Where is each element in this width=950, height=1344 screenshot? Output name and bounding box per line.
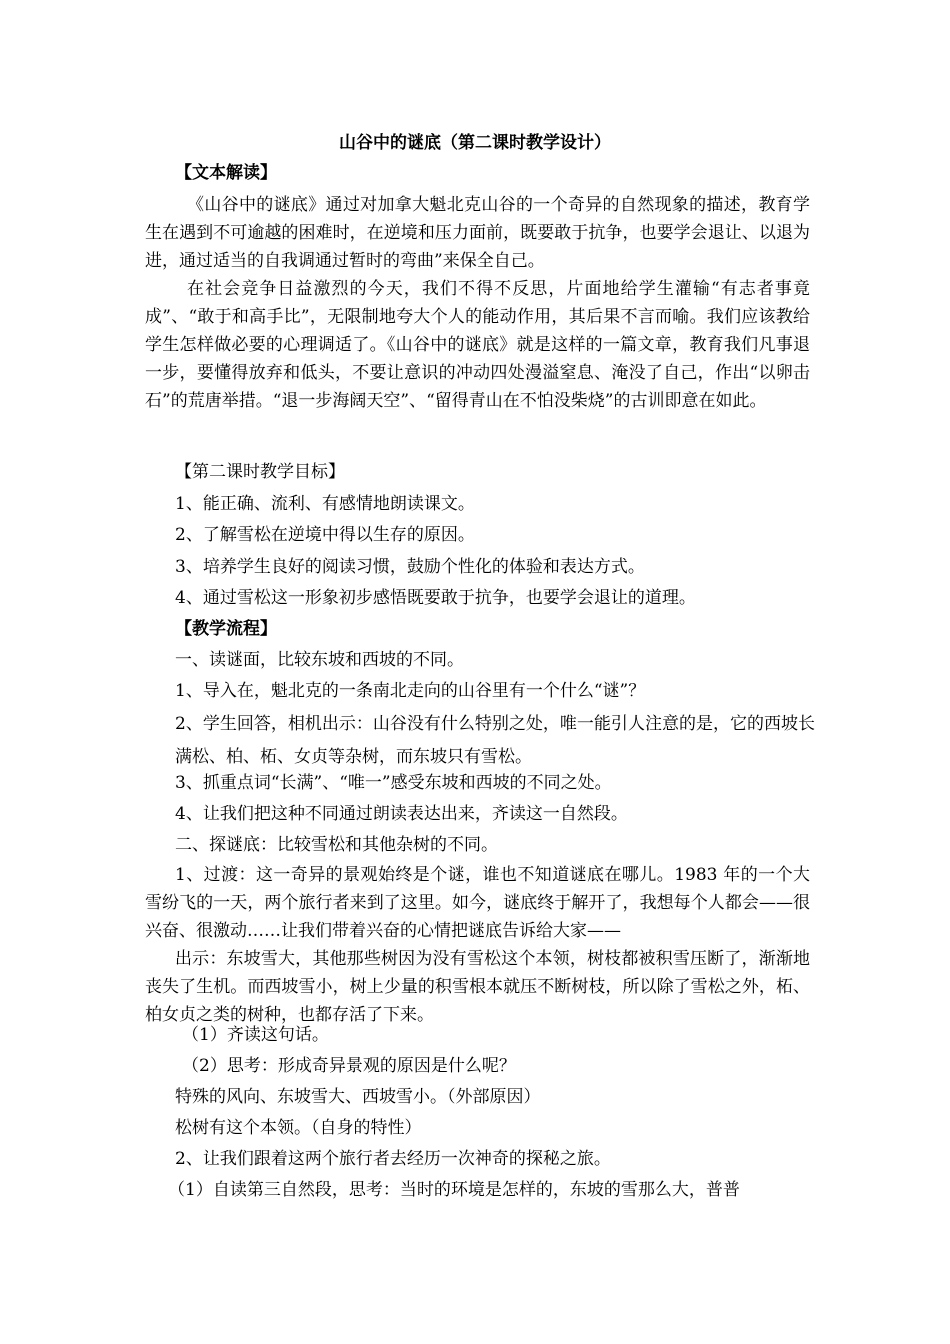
goal-item-1: 1、能正确、流利、有感情地朗读课文。	[175, 494, 475, 514]
document-title: 山谷中的谜底（第二课时教学设计）	[339, 133, 611, 153]
process-part-1: 一、读谜面，比较东坡和西坡的不同。	[175, 650, 464, 670]
heading-text-interpretation: 【文本解读】	[175, 163, 277, 183]
process-step-6: 2、让我们跟着这两个旅行者去经历一次神奇的探秘之旅。	[175, 1149, 611, 1169]
process-step-2: 2、学生回答，相机出示：山谷没有什么特别之处，唯一能引人注意的是，它的西坡长满松、柏、柘、女贞等杂树，而东坡只有雪松。	[175, 714, 815, 767]
paragraph-interpretation-1: 《山谷中的谜底》通过对加拿大魁北克山谷的一个奇异的自然现象的描述，教育学生在遇到不可逾越的困难时，在逆境和压力面前，既要敢于抗争，也要学会退让、以退为进，通过适当的自我调通过暂时的弯曲”来保全自己。	[145, 195, 810, 271]
heading-teaching-process: 【教学流程】	[175, 619, 277, 639]
heading-teaching-goals: 【第二课时教学目标】	[175, 462, 345, 482]
goal-item-2: 2、了解雪松在逆境中得以生存的原因。	[175, 525, 475, 545]
process-reason-1: 特殊的风向、东坡雪大、西坡雪小。（外部原因）	[175, 1087, 541, 1107]
paragraph-interpretation-2: 在社会竞争日益激烈的今天，我们不得不反思，片面地给学生灌输“有志者事竟成”、“敢于和高手比”，无限制地夸大个人的能动作用，其后果不言而喻。我们应该教给学生怎样做必要的心理调适了。《山谷中的谜底》就是这样的一篇文章，教育我们凡事退一步，要懂得放弃和低头，不要让意识的冲动四处漫溢窒息、淹没了自己，作出“以卵击石”的荒唐举措。“退一步海阔天空”、“留得青山在不怕没柴烧”的古训即意在如此。	[145, 279, 810, 411]
process-step-1: 1、导入在，魁北克的一条南北走向的山谷里有一个什么“谜”？	[175, 681, 646, 701]
process-step-5: 1、过渡：这一奇异的景观始终是个谜，谁也不知道谜底在哪儿。1983 年的一个大雪纷飞的一天，两个旅行者来到了这里。如今，谜底终于解开了，我想每个人都会——很兴奋、很激动……让我们带着兴奋的心情把谜底告诉给大家——	[145, 865, 810, 941]
process-step-3: 3、抓重点词“长满”、“唯一”感受东坡和西坡的不同之处。	[175, 773, 612, 793]
goal-item-4: 4、通过雪松这一形象初步感悟既要敢于抗争，也要学会退让的道理。	[175, 588, 696, 608]
goal-item-3: 3、培养学生良好的阅读习惯，鼓励个性化的体验和表达方式。	[175, 557, 645, 577]
process-show-quote: 出示：东坡雪大，其他那些树因为没有雪松这个本领，树枝都被积雪压断了，渐渐地丧失了生机。而西坡雪小，树上少量的积雪根本就压不断树枝，所以除了雪松之外，柘、柏女贞之类的树种，也都存活了下来。	[145, 949, 810, 1025]
process-step-4: 4、让我们把这种不同通过朗读表达出来，齐读这一自然段。	[175, 804, 628, 824]
process-part-2: 二、探谜底：比较雪松和其他杂树的不同。	[175, 835, 498, 855]
process-sub-1: （1）齐读这句话。	[182, 1025, 329, 1045]
process-sub-2: （2）思考：形成奇异景观的原因是什么呢？	[182, 1056, 516, 1076]
process-sub-3: （1）自读第三自然段，思考：当时的环境是怎样的，东坡的雪那么大，普普	[168, 1180, 740, 1200]
process-reason-2: 松树有这个本领。（自身的特性）	[175, 1118, 422, 1138]
